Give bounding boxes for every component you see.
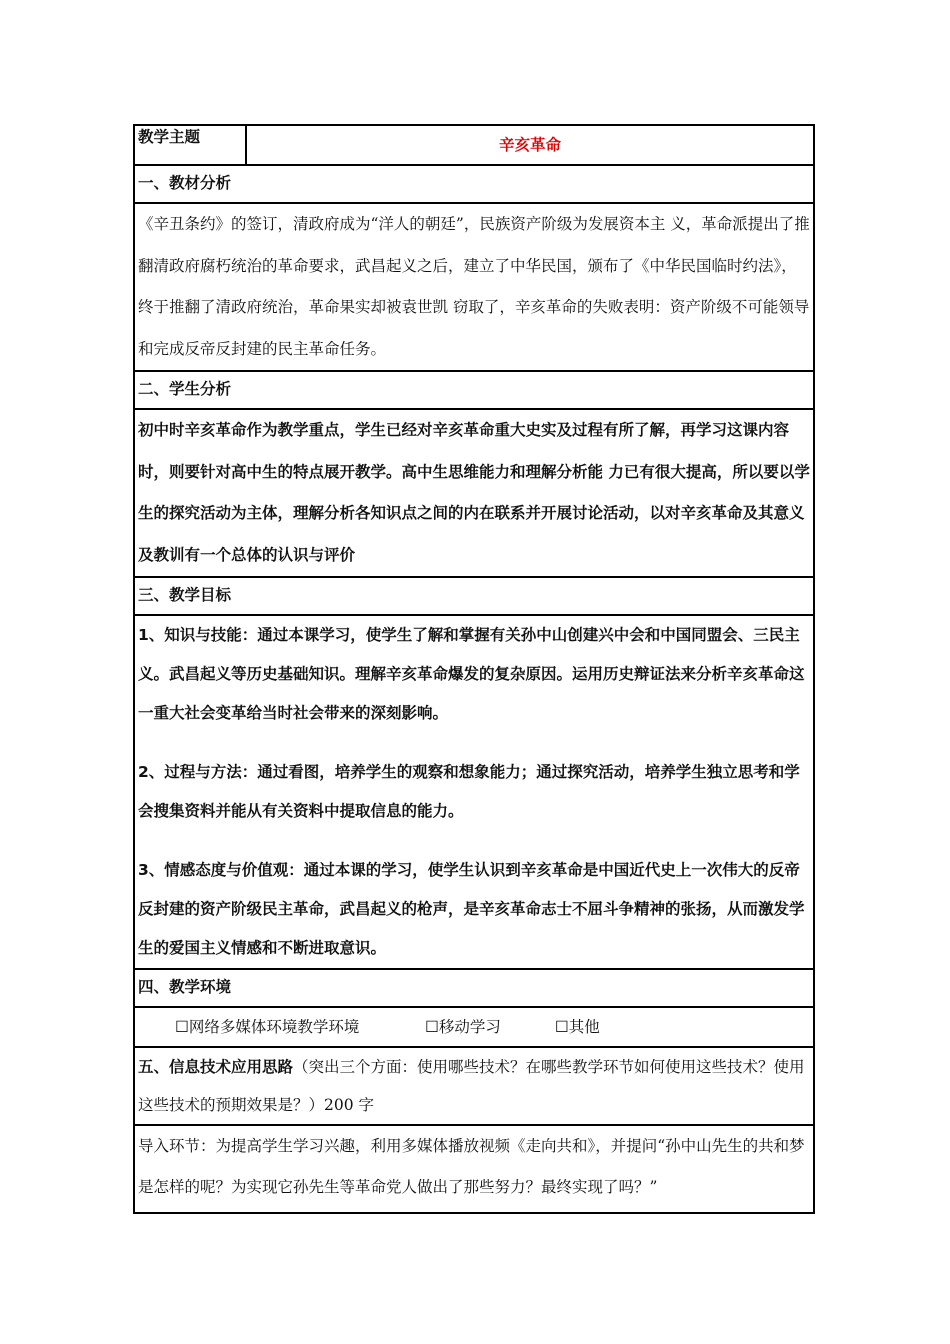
section-2-heading-row <box>134 371 814 409</box>
topic-row <box>134 125 814 165</box>
section-body <box>134 1125 814 1213</box>
section-5-body-row <box>134 1125 814 1213</box>
topic-label: 教学主题 <box>134 125 246 165</box>
lesson-plan-sheet <box>133 124 813 1214</box>
section-body <box>134 409 814 577</box>
lesson-plan-table <box>133 124 815 1214</box>
teaching-goals <box>134 615 814 969</box>
option-other-checkbox[interactable]: ☐其他 <box>554 1018 600 1036</box>
goal-process: 2、过程与方法：通过看图，培养学生的观察和想象能力；通过探究活动，培养学生独立思考和学会搜集资料并能从有关资料中提取信息的能力。 <box>138 763 800 820</box>
section-2-body-row <box>134 409 814 577</box>
section-note: （突出三个方面：使用哪些技术？在哪些教学环节如何使用这些技术？使用这些技术的预期效果是？）200 字 <box>138 1058 805 1114</box>
page-title: 辛亥革命 <box>246 125 814 165</box>
option-multimedia-checkbox[interactable]: ☐网络多媒体环境教学环境 <box>175 1018 360 1036</box>
goal-emotion: 3、情感态度与价值观：通过本课的学习，使学生认识到辛亥革命是中国近代史上一次伟大的反帝反封建的资产阶级民主革命，武昌起义的枪声，是辛亥革命志士不屈斗争精神的张扬，从而激发学生的爱国主义情感和不断进取意识。 <box>138 861 805 957</box>
section-heading: 三、教学目标 <box>134 577 814 615</box>
section-heading: 二、学生分析 <box>134 371 814 409</box>
section-4-heading-row <box>134 969 814 1007</box>
goal-knowledge: 1、知识与技能：通过本课学习，使学生了解和掌握有关孙中山创建兴中会和中国同盟会、三民主义。武昌起义等历史基础知识。理解辛亥革命爆发的复杂原因。运用历史辩证法来分析辛亥革命这一重大社会变革给当时社会带来的深刻影响。 <box>138 626 805 722</box>
section-heading: 四、教学环境 <box>134 969 814 1007</box>
section-4-options-row <box>134 1007 814 1047</box>
student-analysis-text: 初中时辛亥革命作为教学重点，学生已经对辛亥革命重大史实及过程有所了解，再学习这课内容时，则要针对高中生的特点展开教学。高中生思维能力和理解分析能 力已有很大提高，所以要以学生的探究活动为主体，理解分析各知识点之间的内在联系并开展讨论活动，以对辛亥革命及其意义及教训有一个总体的认识与评价 <box>138 421 810 564</box>
section-heading: 五、信息技术应用思路 <box>138 1058 294 1076</box>
environment-options <box>134 1007 814 1047</box>
section-5-heading-row <box>134 1047 814 1125</box>
section-body <box>134 203 814 371</box>
section-3-body-row <box>134 615 814 969</box>
section-5-header <box>134 1047 814 1125</box>
section-1-heading-row <box>134 165 814 203</box>
option-mobile-checkbox[interactable]: ☐移动学习 <box>424 1018 501 1036</box>
section-3-heading-row <box>134 577 814 615</box>
textbook-analysis-text: 《辛丑条约》的签订，清政府成为“洋人的朝廷”，民族资产阶级为发展资本主 义，革命派提出了推翻清政府腐朽统治的革命要求，武昌起义之后，建立了中华民国，颁布了《中华民国临时约法》，终于推翻了清政府统治，革命果实却被袁世凯 窃取了，辛亥革命的失败表明：资产阶级不可能领导和完成反帝反封建的民主革命任务。 <box>138 215 810 358</box>
section-1-body-row <box>134 203 814 371</box>
section-heading: 一、教材分析 <box>134 165 814 203</box>
intro-activity-text: 导入环节：为提高学生学习兴趣，利用多媒体播放视频《走向共和》，并提问“孙中山先生的共和梦是怎样的呢？为实现它孙先生等革命党人做出了那些努力？最终实现了吗？” <box>138 1137 805 1196</box>
